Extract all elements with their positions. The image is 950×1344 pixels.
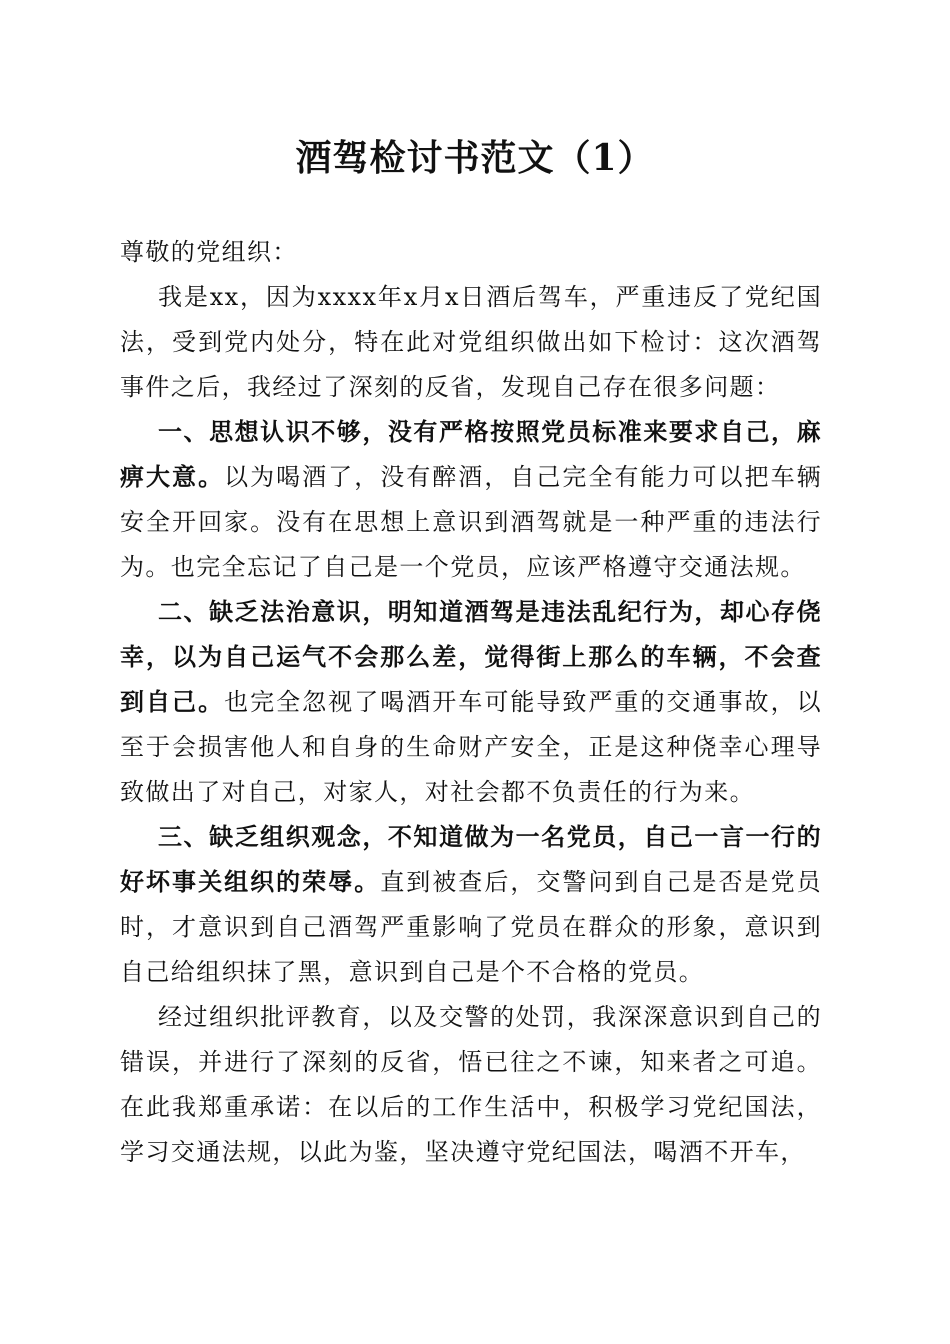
paragraph-point-three	[120, 815, 822, 995]
paragraph-point-one	[120, 410, 822, 590]
paragraph-text: 也完全忽视了喝酒开车可能导致严重的交通事故，以至于会损害他人和自身的生命财产安全，正是这种侥幸心理导致做出了对自己，对家人，对社会都不负责任的行为来。	[120, 688, 822, 806]
paragraph-text: 经过组织批评教育，以及交警的处罚，我深深意识到自己的错误，并进行了深刻的反省，悟已往之不谏，知来者之可追。在此我郑重承诺：在以后的工作生活中，积极学习党纪国法，学习交通法规，以此为鉴，坚决遵守党纪国法，喝酒不开车，	[120, 1003, 822, 1166]
paragraph-intro	[120, 275, 822, 410]
point-three-heading: 三、缺乏组织观念，不知道做为一名党员，自己一言一行的好坏事关组织的荣辱。	[120, 823, 822, 896]
salutation: 尊敬的党组织：	[120, 238, 298, 266]
paragraph-conclusion	[120, 995, 822, 1175]
paragraph-text: 直到被查后，交警问到自己是否是党员时，才意识到自己酒驾严重影响了党员在群众的形象，意识到自己给组织抹了黑，意识到自己是个不合格的党员。	[120, 868, 822, 986]
document-body	[120, 230, 822, 1175]
paragraph-text: 我是xx，因为xxxx年x月x日酒后驾车，严重违反了党纪国法，受到党内处分，特在此对党组织做出如下检讨：这次酒驾事件之后，我经过了深刻的反省，发现自己存在很多问题：	[120, 283, 822, 401]
document-title: 酒驾检讨书范文（1）	[295, 137, 655, 179]
point-two-heading: 二、缺乏法治意识，明知道酒驾是违法乱纪行为，却心存侥幸，以为自己运气不会那么差，觉得街上那么的车辆，不会查到自己。	[120, 598, 822, 716]
paragraph-point-two	[120, 590, 822, 815]
paragraph-text: 以为喝酒了，没有醉酒，自己完全有能力可以把车辆安全开回家。没有在思想上意识到酒驾就是一种严重的违法行为。也完全忘记了自己是一个党员，应该严格遵守交通法规。	[120, 463, 822, 581]
point-one-heading: 一、思想认识不够，没有严格按照党员标准来要求自己，麻痹大意。	[120, 418, 822, 491]
